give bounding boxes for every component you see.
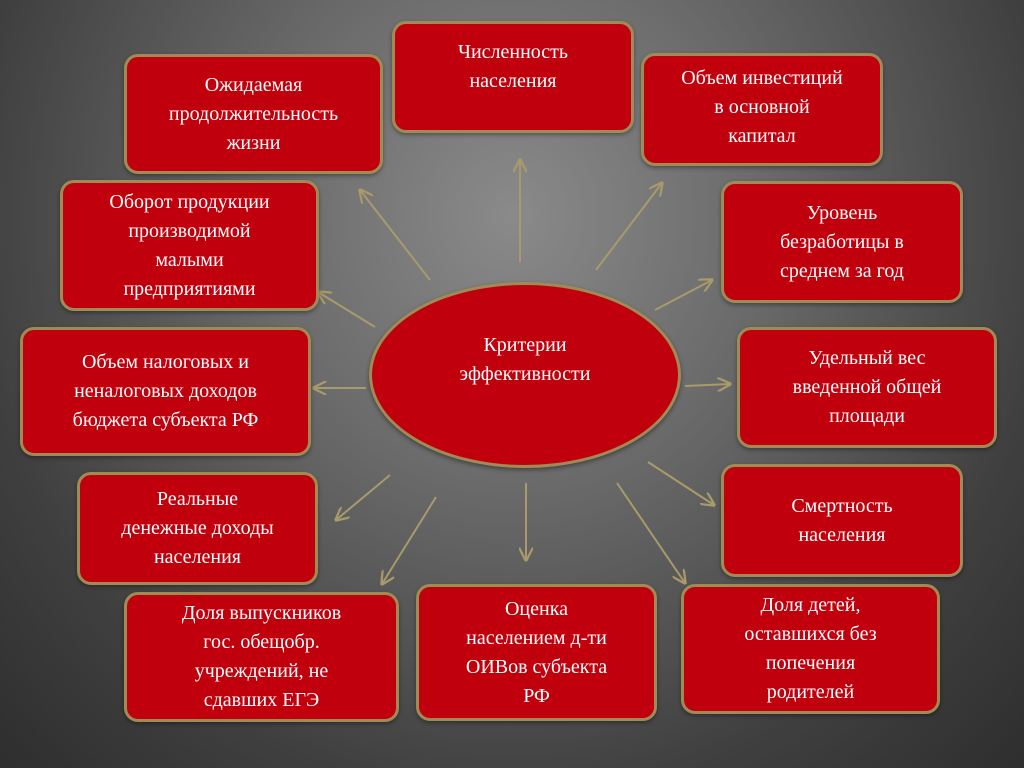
center-ellipse bbox=[369, 282, 681, 468]
box-population-assessment: Оценка населением д-ти ОИВов субъекта РФ bbox=[416, 584, 657, 721]
box-real-income: Реальные денежные доходы населения bbox=[77, 472, 318, 585]
arrow-bottom-left bbox=[382, 497, 436, 584]
box-tax-revenue: Объем налоговых и неналоговых доходов бюджета субъекта РФ bbox=[20, 327, 311, 456]
arrow-top-left bbox=[360, 190, 430, 280]
box-small-business-turnover: Оборот продукции производимой малыми предприятиями bbox=[60, 180, 319, 311]
arrow-left-upper bbox=[318, 292, 375, 327]
box-housing-share: Удельный вес введенной общей площади bbox=[737, 327, 997, 448]
box-mortality: Смертность населения bbox=[721, 464, 963, 577]
box-graduates-share: Доля выпускников гос. обещобр. учреждений, не сдавших ЕГЭ bbox=[124, 592, 399, 722]
box-population-size: Численность населения bbox=[392, 21, 634, 133]
arrow-left-lower bbox=[336, 475, 390, 520]
arrow-right-upper bbox=[655, 280, 712, 310]
arrow-right bbox=[685, 384, 730, 386]
box-investment-volume: Объем инвестиций в основной капитал bbox=[641, 53, 883, 166]
box-orphans-share: Доля детей, оставшихся без попечения родителей bbox=[681, 584, 940, 714]
arrow-right-lower bbox=[648, 462, 714, 505]
box-life-expectancy: Ожидаемая продолжительность жизни bbox=[124, 54, 383, 174]
center-label: Критерии эффективности bbox=[459, 334, 591, 385]
box-unemployment-level: Уровень безработицы в среднем за год bbox=[721, 181, 963, 303]
arrow-top-right bbox=[596, 183, 662, 270]
arrow-bottom-right bbox=[617, 483, 685, 583]
